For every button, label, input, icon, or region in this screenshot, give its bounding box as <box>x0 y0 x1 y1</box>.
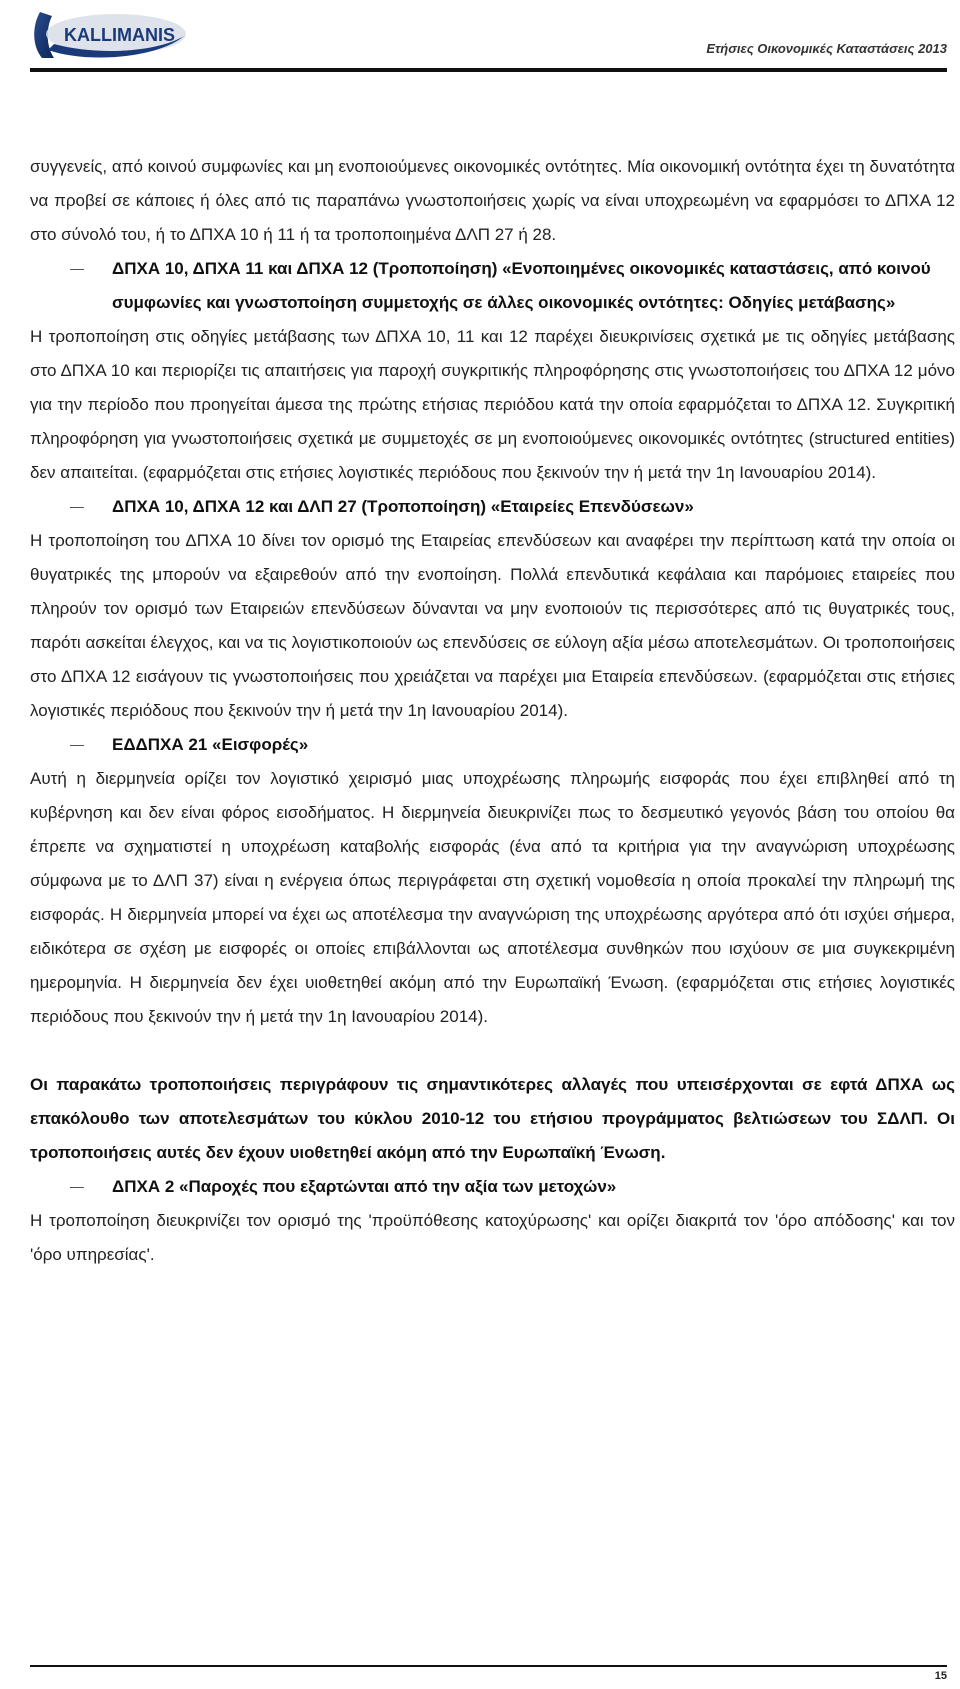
document-body <box>30 150 955 1272</box>
bullet-heading-text: ΕΔΔΠΧΑ 21 «Εισφορές» <box>112 735 309 754</box>
kallimanis-logo <box>28 6 188 62</box>
footer-rule <box>30 1665 947 1667</box>
dash-icon <box>70 490 84 524</box>
dash-icon <box>70 252 84 320</box>
logo-text: KALLIMANIS <box>64 25 175 45</box>
paragraph-4: Αυτή η διερμηνεία ορίζει τον λογιστικό χειρισμό μιας υποχρέωσης πληρωμής εισφοράς που έχει επιβληθεί από τη κυβέρνηση και δεν είναι φόρος εισοδήματος. Η διερμηνεία διευκρινίζει πως το δεσμευτικό γεγονός βάση του οποίου θα έπρεπε να σχηματιστεί η υποχρέωση καταβολής εισφοράς (ένα από τα κριτήρια για την αναγνώριση υποχρέωσης σύμφωνα με το ΔΛΠ 37) είναι η ενέργεια όπως περιγράφεται στη σχετική νομοθεσία η οποία προκαλεί την πληρωμή της εισφοράς. Η διερμηνεία μπορεί να έχει ως αποτέλεσμα την αναγνώριση της υποχρέωσης αργότερα από ότι ισχύει σήμερα, ειδικότερα σε σχέση με εισφορές οι οποίες επιβάλλονται ως αποτέλεσμα συνθηκών που ισχύουν σε μια συγκεκριμένη ημερομηνία. Η διερμηνεία δεν έχει υιοθετηθεί ακόμη από την Ευρωπαϊκή Ένωση. (εφαρμόζεται στις ετήσιες λογιστικές περιόδους που ξεκινούν την ή μετά την 1η Ιανουαρίου 2014). <box>30 769 955 1026</box>
bullet-heading-2 <box>30 490 955 524</box>
dash-icon <box>70 728 84 762</box>
paragraph-1: συγγενείς, από κοινού συμφωνίες και μη ενοποιούμενες οικονομικές οντότητες. Μία οικονομική οντότητα έχει τη δυνατότητα να προβεί σε κάποιες ή όλες από τις παραπάνω γνωστοποιήσεις χωρίς να είναι υποχρεωμένη να εφαρμόσει το ΔΠΧΑ 12 στο σύνολό του, ή το ΔΠΧΑ 10 ή 11 ή τα τροποποιημένα ΔΛΠ 27 ή 28. <box>30 157 955 244</box>
bullet-heading-text: ΔΠΧΑ 10, ΔΠΧΑ 11 και ΔΠΧΑ 12 (Τροποποίηση) «Ενοποιημένες οικονομικές καταστάσεις, από κοινού συμφωνίες και γνωστοποίηση συμμετοχής σε άλλες οικονομικές οντότητες: Οδηγίες μετάβασης» <box>112 259 931 312</box>
paragraph-3: Η τροποποίηση του ΔΠΧΑ 10 δίνει τον ορισμό της Εταιρείας επενδύσεων και αναφέρει την περίπτωση κατά την οποία οι θυγατρικές της μπορούν να εξαιρεθούν από την ενοποίηση. Πολλά επενδυτικά κεφάλαια και παρόμοιες εταιρείες που πληρούν τον ορισμό των Εταιρειών επενδύσεων δύνανται να μην ενοποιούν τις περισσότερες από τις θυγατρικές τους, παρότι ασκείται έλεγχος, και να τις λογιστικοποιούν ως επενδύσεις σε εύλογη αξία μέσω αποτελεσμάτων. Οι τροποποιήσεις στο ΔΠΧΑ 12 εισάγουν τις γνωστοποιήσεις που χρειάζεται να παρέχει μια Εταιρεία επενδύσεων. (εφαρμόζεται στις ετήσιες λογιστικές περιόδους που ξεκινούν την ή μετά την 1η Ιανουαρίου 2014). <box>30 531 955 720</box>
paragraph-5-bold: Οι παρακάτω τροποποιήσεις περιγράφουν τις σημαντικότερες αλλαγές που υπεισέρχονται σε εφτά ΔΠΧΑ ως επακόλουθο των αποτελεσμάτων του κύκλου 2010-12 του ετήσιου προγράμματος βελτιώσεων του ΣΔΛΠ. Οι τροποποιήσεις αυτές δεν έχουν υιοθετηθεί ακόμη από την Ευρωπαϊκή Ένωση. <box>30 1075 955 1162</box>
paragraph-6: Η τροποποίηση διευκρινίζει τον ορισμό της 'προϋπόθεσης κατοχύρωσης' και ορίζει διακριτά τον 'όρο απόδοσης' και τον 'όρο υπηρεσίας'. <box>30 1211 955 1264</box>
paragraph-2: Η τροποποίηση στις οδηγίες μετάβασης των ΔΠΧΑ 10, 11 και 12 παρέχει διευκρινίσεις σχετικά με τις οδηγίες μετάβασης στο ΔΠΧΑ 10 και περιορίζει τις απαιτήσεις για παροχή συγκριτικής πληροφόρησης στις γνωστοποιήσεις του ΔΠΧΑ 12 μόνο για την περίοδο που προηγείται άμεσα της πρώτης ετήσιας περιόδου κατά την οποία εφαρμόζεται το ΔΠΧΑ 12. Συγκριτική πληροφόρηση για γνωστοποιήσεις σχετικά με συμμετοχές σε μη ενοποιούμενες οικονομικές οντότητες (structured entities) δεν απαιτείται. (εφαρμόζεται στις ετήσιες λογιστικές περιόδους που ξεκινούν την ή μετά την 1η Ιανουαρίου 2014). <box>30 327 955 482</box>
header-rule <box>30 68 947 72</box>
document-title: Ετήσιες Οικονομικές Καταστάσεις 2013 <box>706 41 947 56</box>
spacer <box>30 1034 955 1068</box>
page-header <box>0 0 960 74</box>
bullet-heading-3 <box>30 728 955 762</box>
page-number: 15 <box>934 1670 947 1682</box>
dash-icon <box>70 1170 84 1204</box>
bullet-heading-1 <box>30 252 955 320</box>
bullet-heading-text: ΔΠΧΑ 2 «Παροχές που εξαρτώνται από την αξία των μετοχών» <box>112 1177 617 1196</box>
bullet-heading-text: ΔΠΧΑ 10, ΔΠΧΑ 12 και ΔΛΠ 27 (Τροποποίηση) «Εταιρείες Επενδύσεων» <box>112 497 694 516</box>
bullet-heading-4 <box>30 1170 955 1204</box>
